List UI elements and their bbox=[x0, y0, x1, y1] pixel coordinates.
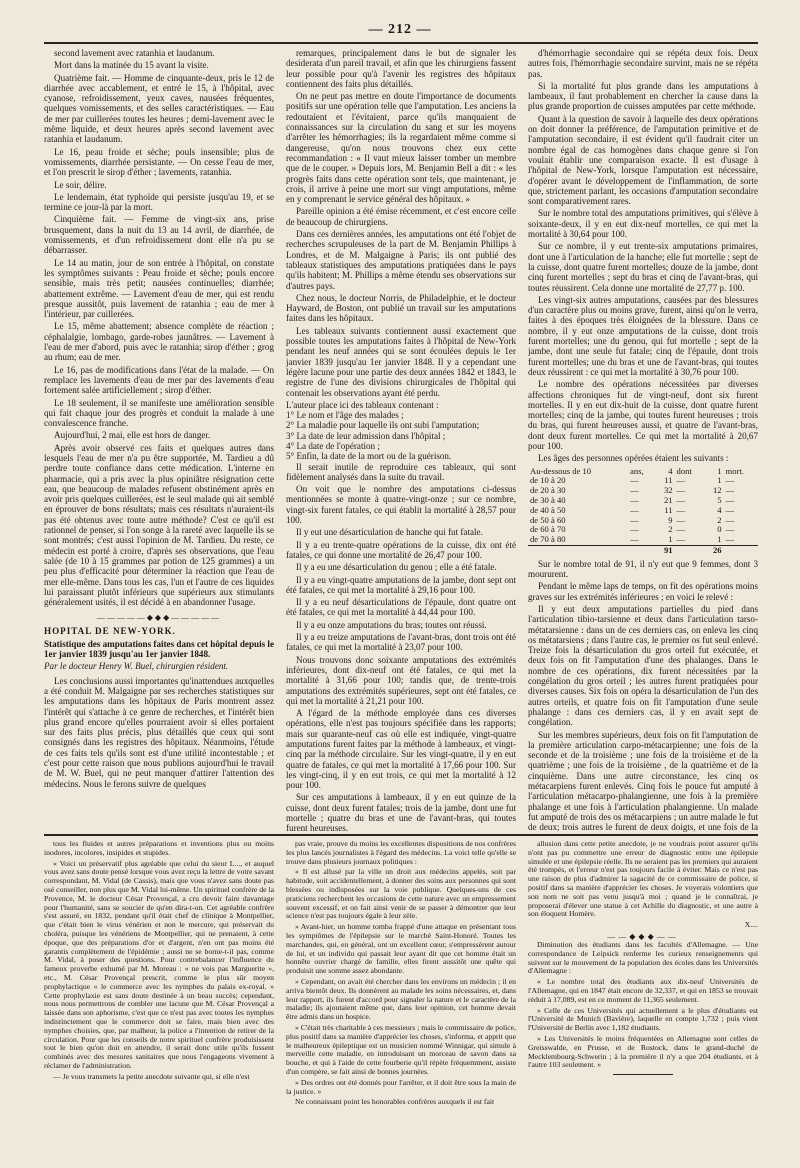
table-cell: — bbox=[630, 494, 639, 505]
paragraph: Sur le nombre total de 91, il n'y eut que 9 femmes, dont 3 moururent. bbox=[528, 558, 758, 580]
section-rule bbox=[44, 834, 758, 836]
table-cell: de 60 à 70 bbox=[530, 524, 566, 535]
paragraph: Il y a eu trente-quatre opérations de la cuisse, dix ont été fatales, ce qui donne une mortalité de 26,47 pour 100. bbox=[286, 539, 516, 560]
list-item: 1° Le nom et l'âge des malades ; bbox=[286, 410, 404, 421]
table-cell: — bbox=[676, 485, 686, 496]
paragraph: Il serait inutile de reproduire ces tableaux, qui sont fidèlement analysés dans la suite du travail. bbox=[286, 461, 516, 482]
table-cell: — bbox=[725, 504, 735, 515]
paragraph: Il y a eu onze amputations du bras; toutes ont réussi. bbox=[296, 619, 487, 630]
paragraph: Le 15, même abattement; absence complète de réaction ; céphalalgie, lombago, garde-robes jaunâtres. — Lavement à l'eau de mer d'abord, puis avec le ratanhia; sirop d'éther ; grog au rhum; eau de mer. bbox=[44, 321, 274, 363]
table-cell: — bbox=[725, 494, 735, 505]
paragraph: Quatrième fait. — Homme de cinquante-deux, pris le 12 de diarrhée avec accablement, et entré le 15, à l'hôpital, avec cyanose, refroidissement, yeux caves, nausées fréquentes, quelques vomissements, et des selles caractéristiques. — Eau de mer par cuillerées toutes les heures ; demi-lavement avec le même liquide, et deux heures après second lavement avec ratanhia et laudanum. bbox=[44, 72, 274, 145]
paragraph: allusion dans cette petite anecdote, je ne voudrais point assurer qu'ils n'ont pas pu commettre une erreur de diagnostic entre une épilepsie simulée et une épilepsie réelle. Ils ne seraient pas les premiers qui auraient été trompés, et l'erreur n'est pas toujours facile à éviter. Mais ce n'est pas une raison de plus d'admirer la sagacité de ce commissaire de police, si positif dans sa manière d'apprécier les choses. Je voyerais volontiers que son nom ne soit pas venu jusqu'à moi ; quand je le connaîtrai, je proposerai d'élever une statue à cet Achille du diagnostic, et une autre à son éloquent Homère. bbox=[528, 840, 758, 919]
paragraph: Sur les membres supérieurs, deux fois on fit l'amputation de la première articulation carpo-métacarpienne; une fois de la seconde et de la troisième ; une fois de la troisième et de la quatrième ; une fois de la troisième , de la quatrième et de la cinquième. Dans une autre circonstance, les cinq os métacarpiens furent enlevés. Cinq fois le pouce fut amputé à l'articulation métacarpo-phalangienne, une fois à la première phalange et une fois à l'articulation phalangienne. Un malade fut amputé de trois des os métacarpiens ; un autre malade le fut de deux; trois autres le furent de deux doigts, et une fois de la bbox=[528, 729, 758, 833]
table-cell: — bbox=[676, 475, 686, 486]
table-cell: — bbox=[676, 524, 686, 535]
paragraph: Il y a eu vingt-quatre amputations de la jambe, dont sept ont été fatales, ce qui met la mortalité à 29,16 pour 100. bbox=[286, 574, 516, 595]
table-cell: — bbox=[676, 494, 686, 505]
table-cell: 9 bbox=[668, 514, 673, 525]
paragraph: Les vingt-six autres amputations, causées par des blessures d'un caractère plus ou moins grave, furent, ainsi qu'on le verra, faites à des époques très éloignées de la blessure. Dans ce nombre, il y eut onze amputations de la cuisse, dont trois furent mortelles; une du genou, qui fut mortelle ; sept de la jambe, dont une seule fut fatale; cinq de l'épaule, dont trois furent mortelles; une du bras et une de l'avant-bras, qui toutes deux réussirent : ce qui met la mortalité à 30,76 pour 100. bbox=[528, 294, 758, 377]
table-cell: de 20 à 30 bbox=[530, 485, 566, 496]
table-cell: de 70 à 80 bbox=[530, 534, 566, 545]
paragraph: On voit que le nombre des amputations ci-dessus mentionnées se monte à quatre-vingt-onze ; sur ce nombre, vingt-six furent fatales, ce qui établit la mortalité à 28,57 pour 100. bbox=[286, 484, 516, 526]
table-cell: mort. bbox=[725, 465, 744, 476]
paragraph: On ne peut pas mettre en doute l'importance de documents positifs sur une opération telle que l'amputation. Les anciens la redoutaient et l'évitaient, parce qu'ils manquaient de connaissances sur la circulation du sang et sur les moyens d'arrêter les hémorrhagies; ils la regardaient même comme si dangereuse, qu'on nous trouvons chez eux cette recommandation : « Il vaut mieux laisser tomber un membre que de le couper. » Depuis lors, M. Benjamin Bell a dit : « les progrès faits dans cette opération sont tels, que maintenant, je crois, il arrive à peine une mort sur vingt amputations, même en y comprenant le service général des hôpitaux. » bbox=[286, 91, 516, 205]
table-contents-list bbox=[286, 400, 516, 462]
column-3 bbox=[528, 48, 758, 833]
list-item: L'auteur place ici des tableaux contenant : bbox=[286, 399, 439, 410]
signature: X.... bbox=[744, 920, 758, 930]
paragraph: » Les Universités le moins fréquentées en Allemagne sont celles de Greisswalde, en Prusse, et de Rostock, dans le grand-duché de Mecklembourg-Schwerin ; à la première il n'y a que 204 étudiants, et à l'autre 103 seulement. » bbox=[528, 1033, 758, 1070]
table-cell: 1 bbox=[717, 465, 722, 476]
table-cell: — bbox=[630, 485, 639, 496]
table-cell: 4 bbox=[668, 465, 673, 476]
paragraph: Le lendemain, état typhoïde qui persiste jusqu'au 19, et se termine ce jour-là par la mort. bbox=[44, 191, 274, 213]
bottom-columns bbox=[44, 840, 758, 1156]
table-cell: dont bbox=[676, 465, 692, 476]
table-cell: de 10 à 20 bbox=[530, 475, 566, 486]
paragraph: » C'était très charitable à ces messieurs ; mais le commissaire de police, plus positif dans sa manière d'apprécier les choses, s'informa, et apprit que le malheureux épileptique est un musicien nommé Winnigar, qui simule à merveille cette maladie, en introduisant un morceau de savon dans sa bouche, et qui à l'aide de cette fourberie qu'il répète fréquemment, assiste d'un compère, se fait ainsi de bonnes journées. bbox=[286, 1022, 516, 1076]
table-cell: — bbox=[630, 514, 639, 525]
end-rule bbox=[613, 1074, 673, 1075]
paragraph: Sur ces amputations à lambeaux, il y en eut quinze de la cuisse, dont deux furent fatales; trois de la jambe, dont une fut mortelle ; quatre du bras et une de l'avant-bras, qui toutes furent heureuses. bbox=[286, 792, 516, 833]
table-cell: 21 bbox=[663, 494, 673, 505]
total-deaths: 26 bbox=[704, 545, 723, 555]
table-cell: 1 bbox=[668, 534, 673, 545]
bottom-column-1 bbox=[44, 840, 274, 1156]
total-count: 91 bbox=[655, 545, 674, 555]
paragraph: d'hémorrhagie secondaire qui se répéta deux fois. Deux autres fois, l'hémorrhagie secondaire survint, mais ne se répéta pas. bbox=[528, 48, 758, 79]
section-header bbox=[44, 613, 274, 671]
paragraph: Le 16, peau froide et sèche; pouls insensible; plus de vomissements, diarrhée persistante. — On cesse l'eau de mer, et l'on prescrit le sirop d'éther ; lavements, ratanhia. bbox=[44, 146, 274, 178]
paragraph: tous les fluides et autres préparations et inventions plus ou moins inodores, incolores, insipides et stupides. bbox=[44, 840, 274, 857]
table-cell: — bbox=[725, 534, 735, 545]
paragraph: Diminution des étudiants dans les facultés d'Allemagne. — Une correspondance de Leipsick renferme les curieux renseignements qui suivent sur le mouvement de la population des écoles dans les Universités d'Allemagne : bbox=[528, 939, 758, 976]
ornament-divider: ——◆◆◆—— bbox=[607, 931, 679, 941]
table-cell: 2 bbox=[717, 514, 722, 525]
paragraph: Il y eut deux amputations partielles du pied dans l'articulation tibio-tarsienne et deux dans l'articulation tarso-métatarsienne : dans un de ces derniers cas, on enleva les cinq os métatarsiens ; dans l'autre cas, le premier os fut seul enlevé. Treize fois la désarticulation du gros orteil fut exécutée, et deux fois on fit l'amputation d'une des phalanges. Dans le nombre de ces opérations, dix furent nécessitées par la congélation du gros orteil ; les autres furent pratiquées pour diverses causes. Six fois on opéra la désarticulation de l'un des autres orteils, et quatre fois on fit l'amputation d'une seule phalange : dans ces derniers cas, il y en avait sept de congélation. bbox=[528, 603, 758, 728]
table-cell: — bbox=[725, 524, 735, 535]
paragraph: Sur le nombre total des amputations primitives, qui s'élève à soixante-deux, il y en eut dix-neuf mortelles, ce qui met la mortalité à 30,64 pour 100. bbox=[528, 208, 758, 240]
paragraph: Chez nous, le docteur Norris, de Philadelphie, et le docteur Hayward, de Boston, ont publié un travail sur les amputations faites dans les hôpitaux. bbox=[286, 292, 516, 324]
table-total-row bbox=[528, 545, 758, 555]
table-cell: 11 bbox=[664, 475, 673, 486]
paragraph: Ne connaissant point les honorables confrères auxquels il est fait bbox=[295, 1097, 495, 1107]
table-cell: — bbox=[676, 514, 686, 525]
section-subtitle: Statistique des amputations faites dans cet hôpital depuis le 1er janvier 1839 jusqu'au 1er janvier 1848. bbox=[44, 638, 274, 660]
top-rule bbox=[44, 42, 758, 44]
paragraph: Les âges des personnes opérées étaient les suivants : bbox=[538, 453, 729, 464]
paragraph: pas vraie, prouve du moins les excellentes dispositions de nos confrères les plus lancés journalistes à l'égard des médecins. La voici telle qu'elle se trouve dans plusieurs journaux politiques : bbox=[286, 840, 516, 866]
section-title: HOPITAL DE NEW-YORK. bbox=[44, 626, 176, 637]
table-cell: — bbox=[630, 534, 639, 545]
paragraph: Le 14 au matin, jour de son entrée à l'hôpital, on constate les symptômes suivants : Peau froide et sèche; pouls encore sensible, mais très petit; nausées continuelles; diarrhée; abattement extrême. — Lavement d'eau de mer, qui est rendu presque aussitôt, puis lavement de ratanhia ; eau de mer à l'intérieur, par cuillerées. bbox=[44, 257, 274, 320]
table-cell: — bbox=[676, 504, 686, 515]
table-cell: 0 bbox=[717, 524, 722, 535]
paragraph: Aujourd'hui, 2 mai, elle est hors de danger. bbox=[54, 430, 211, 441]
table-cell: de 40 à 50 bbox=[530, 504, 566, 515]
page-number: — 212 — bbox=[368, 22, 432, 37]
table-cell: 32 bbox=[663, 485, 673, 496]
paragraph: Les tableaux suivants contiennent aussi exactement que possible toutes les amputations faites à l'hôpital de New-York pendant les neuf années qui se sont écoulées depuis le 1er janvier 1839 jusqu'au 1er janvier 1848. Il y a cependant une légère lacune pour une partie des deux années 1842 et 1843, le registre de l'une des divisions chirurgicales de l'hôpital qui contenait les observations ayant été perdu. bbox=[286, 325, 516, 398]
table-cell: 1 bbox=[717, 534, 722, 545]
paragraph: Cinquième fait. — Femme de vingt-six ans, prise brusquement, dans la nuit du 13 au 14 avril, de diarrhée, de vomissements, et d'un refroidissement dont elle n'a pu se débarrasser. bbox=[44, 214, 274, 256]
table-cell: — bbox=[630, 524, 639, 535]
table-cell: 12 bbox=[712, 485, 722, 496]
paragraph: Nous trouvons donc soixante amputations des extrémités inférieures, dont dix-neuf ont été fatales, ce qui met la mortalité à 31,66 pour 100; tandis que, de trente-trois amputations des extrémités supérieures, sept ont été fatales, ce qui met la mortalité à 21,21 pour 100. bbox=[286, 654, 516, 706]
paragraph: Il y a eu une désarticulation du genou ; elle a été fatale. bbox=[296, 562, 497, 573]
list-item: 3° La date de leur admission dans l'hôpital ; bbox=[286, 430, 446, 441]
main-columns bbox=[44, 48, 758, 833]
table-cell: 4 bbox=[717, 504, 722, 515]
table-cell: 11 bbox=[664, 504, 673, 515]
paragraph: Mort dans la matinée du 15 avant la visite. bbox=[54, 60, 209, 71]
ornament-divider: —————◆◆◆————— bbox=[96, 613, 222, 623]
paragraph: A l'égard de la méthode employée dans ces diverses opérations, elle n'est pas toujours spécifiée dans les rapports; mais sur quarante-neuf cas où elle est indiquée, vingt-quatre amputations furent faites par la méthode à lambeaux, et vingt-cinq par la méthode circulaire. Sur les vingt-quatre, il y en eut quatre de fatales, ce qui met la mortalité à 17,66 pour 100. Sur les vingt-cinq, il y en eut trois, ce qui met la mortalité à 12 pour 100. bbox=[286, 708, 516, 791]
paragraph: » Des ordres ont été donnés pour l'arrêter, et il doit être sous la main de la justice. » bbox=[286, 1077, 516, 1096]
table-cell: Au-dessous de 10 bbox=[530, 465, 592, 476]
paragraph: « Voici un préservatif plus agréable que celui du sieur L..., et auquel vous avez sans doute pensé lorsque vous avez reçu la lettre de votre savant correspondant, M. Vidal (de Cassis), mais que vous n'avez sans doute pas osé conseiller, non plus que M. Vidal lui-même. Un spirituel confrère de la Provence, M. le docteur César Provençal, a cru devoir faire davantage pour l'humanité, sans se soucier de qu'en dira-t-on. Cet agréable confrère s'est assuré, en 1832, pendant qu'il était chef de clinique à Montpellier, que c'était bien le virus vénérien et non le mercure, qui préservait du choléra, puisque les vénériens de Montpellier, qui ne prenaient, à cette époque, que des préparations d'or et d'argent, n'en ont pas moins été garantis complètement de l'épidémie ; aussi ne se borne-t-il pas, comme M. Vidal, à poser des questions. Pour contrebalancer l'influence du fameux proverbe exhumé par M. Moreau : « ne vois pas Marguerite », etc., M. César Provençal prescrit, comme le plus sûr moyen prophylactique « le commerce avec les nymphes du palais ex-royal. » Cette prophylaxie est sans doute destinée à un beau succès; cependant, nous nous permettrons de combler une lacune que M. César Provençal a laissée dans son aphorisme, c'est que ce n'est pas avec toutes les nymphes indistinctement que le commerce doit se faire, mais bien avec des nymphes choisies, que, par malheur, la police a l'intention de retirer de la circulation. Pour que les conseils de notre spirituel confrère produisissent tout le bien qu'on doit en attendre, il serait donc utile qu'ils fussent combinés avec des mesures sanitaires que nous l'engageons vivement à réclamer de l'administration. bbox=[44, 858, 274, 1070]
paragraph: Pendant le même laps de temps, on fit des opérations moins graves sur les extrémités inférieures ; en voici le relevé : bbox=[528, 581, 758, 602]
byline: Par le docteur Henry W. Buel, chirurgien résident. bbox=[44, 661, 229, 672]
paragraph: Pareille opinion a été émise récemment, et c'est encore celle de beaucoup de chirurgiens. bbox=[286, 206, 516, 227]
paragraph: » Cependant, on avait été chercher dans les environs un médecin ; il en arriva bientôt deux. Ils donnèrent au malade les soins nécessaires, et, dans leur rapport, ils furent d'accord pour signaler la nature et le caractère de la maladie; ils ajoutaient même que, dans leur opinion, cet homme devait être admis dans un hospice. bbox=[286, 976, 516, 1022]
column-1 bbox=[44, 48, 274, 833]
table-cell: ans, bbox=[630, 465, 644, 476]
table-cell: 2 bbox=[668, 524, 673, 535]
table-cell: — bbox=[630, 504, 639, 515]
paragraph: Le soir, délire. bbox=[54, 179, 107, 190]
list-item: 5° Enfin, la date de la mort ou de la guérison. bbox=[286, 451, 452, 462]
paragraph: Après avoir observé ces faits et quelques autres dans lesquels l'eau de mer n'a pu être supportée, M. Tardieu a dû perdre toute confiance dans cette médication. L'interne en pharmacie, qui a pris avec la plus opiniâtre résignation cette eau, que beaucoup de malades refusent obstinément après en avoir pris quelques cuillerées, est le seul malade qui ait semblé en éprouver de bons résultats; mais ces résultats n'auraient-ils pas été obtenus avec toute autre méthode? C'est ce qu'il est rationnel de penser, si l'on songe à la rareté avec laquelle ils se sont montrés; c'est aussi l'opinion de M. Tardieu. Du reste, ce médecin est porté à croire, d'après ses observations, que l'eau salée (de 10 à 15 grammes par potion de 125 grammes) a un peu plus d'efficacité pour déterminer la réaction que l'eau de mer elle-même. Dans tous les cas, l'un et l'autre de ces liquides lui paraissant plutôt inférieurs que supérieurs aux stimulants généralement usités, il est décidé à en abandonner l'usage. bbox=[44, 442, 274, 608]
table-cell: de 30 à 40 bbox=[530, 494, 566, 505]
paragraph: Les conclusions aussi importantes qu'inattendues auxquelles a été conduit M. Malgaigne par ses recherches statistiques sur les amputations dans les hôpitaux de Paris montrent assez l'intérêt qui s'attache à ce genre de recherches, et l'intérêt bien plus grand encore qu'elles pourraient avoir si elles portaient sur des faits plus précis, plus détaillés que ceux qui sont consignés dans les registres des hôpitaux. Néanmoins, l'étude de ces faits tels qu'ils sont est d'une utilité incontestable ; et c'est pour cette raison que nous publions aujourd'hui le travail de M. W. Buel, qui ne peut manquer d'attirer l'attention des médecins. Nous le ferons suivre de quelques bbox=[44, 675, 274, 789]
ages-table bbox=[528, 467, 758, 556]
paragraph: Il y eut une désarticulation de hanche qui fut fatale. bbox=[296, 527, 483, 538]
paragraph: » Celle de ces Universités qui actuellement a le plus d'étudiants est l'Université de Munich (Bavière), laquelle en compte 1,732 ; puis vient l'Université de Berlin avec 1,182 étudiants. bbox=[528, 1005, 758, 1033]
paragraph: — Je vous transmets la petite anecdote suivante qui, si elle n'est bbox=[53, 1071, 250, 1081]
table-cell: — bbox=[725, 485, 735, 496]
paragraph: « Le nombre total des étudiants aux dix-neuf Universités de l'Allemagne, qui en 1847 était encore de 32,337, et qui en 1853 se trouvait réduit à 17,089, est en ce moment de 11,365 seulement. bbox=[528, 977, 758, 1004]
table-cell: 1 bbox=[717, 475, 722, 486]
paragraph: Dans ces dernières années, les amputations ont été l'objet de recherches scrupuleuses de la part de M. Benjamin Phillips à Londres, et de M. Malgaigne à Paris; ils ont publié des tableaux statistiques des amputations pratiquées dans le pays qu'ils habitent; M. Phillips a même étendu ses observations sur d'autres pays. bbox=[286, 229, 516, 291]
paragraph: Si la mortalité fut plus grande dans les amputations à lambeaux, il faut probablement en chercher la cause dans la plus grande proportion de cuisses amputées par cette méthode. bbox=[528, 80, 758, 112]
paragraph: second lavement avec ratanhia et laudanum. bbox=[54, 48, 215, 58]
bottom-column-2 bbox=[286, 840, 516, 1156]
table-cell: — bbox=[725, 475, 735, 486]
table-cell: — bbox=[630, 475, 639, 486]
table-cell: 5 bbox=[717, 494, 722, 505]
paragraph: Le 16, pas de modifications dans l'état de la malade. — On remplace les lavements d'eau de mer par des lavements d'eau fortement salée artificiellement ; sirop d'éther. bbox=[44, 364, 274, 396]
list-item: 4° La date de l'opération ; bbox=[286, 440, 380, 451]
table-row bbox=[528, 535, 758, 545]
paragraph: Il y a eu neuf désarticulations de l'épaule, dont quatre ont été fatales, ce qui met la mortalité à 44,44 pour 100. bbox=[286, 597, 516, 618]
paragraph: remarques, principalement dans le but de signaler les desiderata d'un pareil travail, et afin que les chirurgiens fassent leur possible pour qu'à l'avenir les registres des hôpitaux contiennent des faits plus détaillés. bbox=[286, 48, 516, 89]
list-item: 2° La maladie pour laquelle ils ont subi l'amputation; bbox=[286, 420, 480, 431]
paragraph: Sur ce nombre, il y eut trente-six amputations primaires, dont une à l'articulation de la hanche; elle fut mortelle ; sept de la cuisse, dont quatre furent mortelles; douze de la jambe, dont cinq furent mortelles ; sept du bras et cinq de l'avant-bras, qui toutes réussirent. Cela donne une mortalité de 27,77 p. 100. bbox=[528, 241, 758, 293]
paragraph: « Il est allusé par la ville un droit aux médecins appelés, soit par habitude, soit accidentellement, à donner des soins aux personnes qui sont blessées ou indisposées sur la voie publique. Quelques-uns de ces praticiens recherchent les occasions de cette nature avec un empressement souvent excessif, et on fait ainsi venir de se passer à démontrer que leur science n'est pas toujours égale à leur zèle. bbox=[286, 867, 516, 921]
paragraph: Le nombre des opérations nécessitées par diverses affections chroniques fut de vingt-neuf, dont six furent mortelles. Il y en eut dix-huit de la cuisse, dont quatre furent mortelles; cinq de la jambe, qui toutes furent heureuses ; trois du bras, qui furent heureuses aussi, et quatre de l'avant-bras, dont deux furent mortelles. Ce qui met la mortalité à 20,67 pour 100. bbox=[528, 379, 758, 451]
bottom-column-3 bbox=[528, 840, 758, 1156]
table-cell: de 50 à 60 bbox=[530, 514, 566, 525]
paragraph: Il y a eu treize amputations de l'avant-bras, dont trois ont été fatales, ce qui met la mortalité à 23,07 pour 100. bbox=[286, 632, 516, 653]
column-2 bbox=[286, 48, 516, 833]
paragraph: Quant à la question de savoir à laquelle des deux opérations on doit donner la préférence, de l'amputation primitive et de l'amputation secondaire, il est évident qu'il faudrait citer un nombre égal de cas homogènes dans chaque genre si l'on voulait établir une comparaison exacte. Il est d'usage à l'hôpital de New-York, lorsque l'amputation est nécessaire, d'opérer avant le développement de l'inflammation, de sorte que, strictement parlant, les occasions d'amputation secondaire sont comparativement rares. bbox=[528, 113, 758, 207]
table-cell: — bbox=[725, 514, 735, 525]
table-cell: — bbox=[676, 534, 686, 545]
paragraph: » Avant-hier, un homme tomba frappé d'une attaque en présentant tous les symptômes de l'épilepsie sur le marché Saint-Honoré. Toutes les marchandes, qui, en général, ont un excellent cœur, s'empressèrent autour de lui, et un individu qui passait leur ayant dit que cet homme était un honnête ouvrier chargé de famille, elles firent aussitôt une quête qui produisit une somme assez abondante. bbox=[286, 922, 516, 976]
paragraph: Le 18 seulement, il se manifeste une amélioration sensible qui fait chaque jour des progrès et conduit la malade à une convalescence franche. bbox=[44, 397, 274, 429]
